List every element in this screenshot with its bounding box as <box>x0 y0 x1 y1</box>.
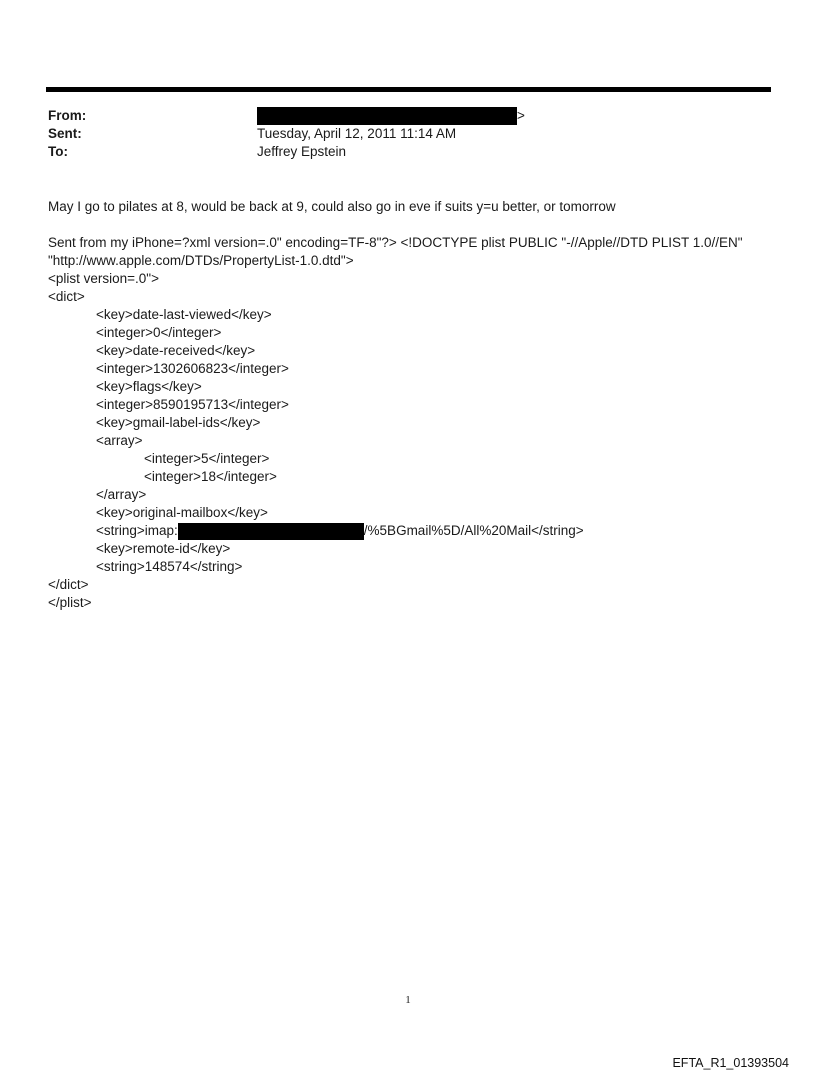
page-number: 1 <box>405 994 411 1006</box>
from-suffix: > <box>517 108 525 123</box>
plist-line: <key>original-mailbox</key> <box>96 505 268 520</box>
redaction-box <box>257 107 517 125</box>
plist-line: <key>remote-id</key> <box>96 541 231 556</box>
plist-line: <integer>1302606823</integer> <box>96 361 289 376</box>
signature-line-1: Sent from my iPhone=?xml version=.0" encoding=TF-8"?> <!DOCTYPE plist PUBLIC "-//Apple//DTD PLIST 1.0//EN" <box>48 235 743 250</box>
message-text: May I go to pilates at 8, would be back at 9, could also go in eve if suits y=u better, or tomorrow <box>48 199 616 214</box>
plist-line: <key>date-received</key> <box>96 343 256 358</box>
header-rule <box>46 87 771 92</box>
plist-line: <integer>5</integer> <box>144 451 270 466</box>
plist-line-mailbox <box>48 522 778 540</box>
plist-line: <integer>0</integer> <box>96 325 222 340</box>
plist-open: <plist version=.0"> <box>48 271 159 286</box>
plist-line: <array> <box>96 433 143 448</box>
dict-close: </dict> <box>48 577 89 592</box>
email-body <box>48 198 778 612</box>
plist-line: <string>148574</string> <box>96 559 243 574</box>
to-label: To: <box>48 144 68 159</box>
sent-value: Tuesday, April 12, 2011 11:14 AM <box>257 126 457 141</box>
to-value: Jeffrey Epstein <box>257 144 347 159</box>
sent-label: Sent: <box>48 126 82 141</box>
from-label: From: <box>48 108 87 123</box>
from-value <box>257 107 525 125</box>
mailbox-prefix: <string>imap: <box>96 523 178 538</box>
plist-line: </array> <box>96 487 147 502</box>
plist-close: </plist> <box>48 595 92 610</box>
plist-line: <key>flags</key> <box>96 379 202 394</box>
plist-line: <integer>18</integer> <box>144 469 277 484</box>
bates-number: EFTA_R1_01393504 <box>672 1056 789 1070</box>
plist-line: <integer>8590195713</integer> <box>96 397 289 412</box>
plist-line: <key>gmail-label-ids</key> <box>96 415 261 430</box>
mailbox-suffix: /%5BGmail%5D/All%20Mail</string> <box>363 523 584 538</box>
plist-line: <key>date-last-viewed</key> <box>96 307 272 322</box>
dict-open: <dict> <box>48 289 85 304</box>
redaction-box <box>178 523 364 540</box>
signature-line-2: "http://www.apple.com/DTDs/PropertyList-1.0.dtd"> <box>48 253 354 268</box>
